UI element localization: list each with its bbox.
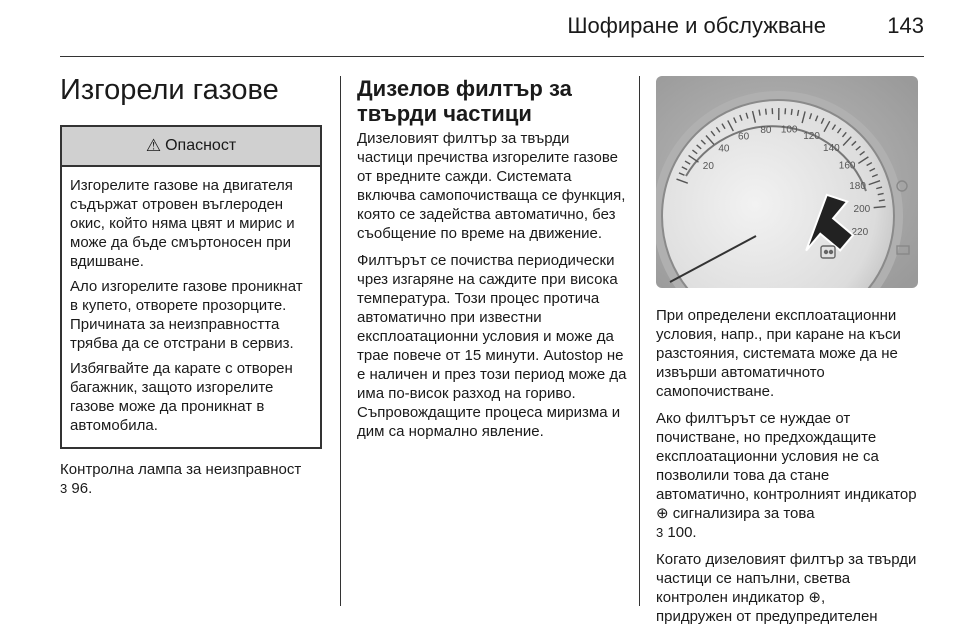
dial-tick xyxy=(766,109,767,115)
malfunction-lamp-reference xyxy=(60,460,322,498)
dial-tick xyxy=(879,200,885,201)
page-number: 143 xyxy=(887,13,924,38)
body-paragraph: Филтърът се почиства периодически чрез изгаряне на саждите при висока температура. Този процес протича автоматично при известни експлоатационни условия и може да трае повече от 15 минути. Autostop не е наличен и през този период може да има по-висок разход на гориво. Съпровождащите процеса миризма и дим са нормално явление. xyxy=(357,252,627,440)
dial-label: 40 xyxy=(718,143,730,155)
body-paragraph xyxy=(656,550,920,626)
running-title: Шофиране и обслужване xyxy=(567,13,826,38)
dial-label: 140 xyxy=(823,143,840,155)
dial-label: 200 xyxy=(853,203,871,215)
page-header xyxy=(0,0,960,58)
dial-label: 100 xyxy=(780,124,798,136)
danger-paragraph: Избягвайте да карате с отворен багажник, защото изгорелите газове може да проникнат в автомобила. xyxy=(70,360,293,434)
paragraph-text: придружен от предупредителен xyxy=(656,608,878,625)
dial-label: 120 xyxy=(803,130,820,142)
column-divider xyxy=(340,76,341,606)
dial-label: 80 xyxy=(760,124,772,136)
danger-box-body xyxy=(62,167,320,447)
cross-reference-arrow-icon: 3 xyxy=(656,525,664,540)
section-heading-dpf: Дизелов филтър за твърди частици xyxy=(357,76,572,126)
dial-label: 60 xyxy=(738,131,750,143)
reference-text: Контролна лампа за неизправност xyxy=(60,461,302,478)
section-heading-exhaust: Изгорели газове xyxy=(60,74,279,106)
filter-indicator-icon: ⊕ xyxy=(808,589,821,606)
paragraph-text: сигнализира за това xyxy=(672,505,815,522)
paragraph-text: Ако филтърът се нуждае от почистване, но предхождащите експлоатационни условия не са позволили това да стане автоматично, контролният индикатор xyxy=(656,410,917,503)
dial-label: 20 xyxy=(702,161,714,173)
column-divider xyxy=(639,76,640,606)
dial-tick xyxy=(791,109,792,115)
header-rule xyxy=(60,56,924,57)
middle-column xyxy=(357,76,627,449)
speedometer-illustration xyxy=(656,76,918,288)
dial-label: 180 xyxy=(849,181,866,193)
paragraph-text: , xyxy=(820,589,826,606)
body-paragraph: При определени експлоатационни условия, напр., при каране на къси разстояния, системата може да не извърши автоматичното самопочистване. xyxy=(656,307,901,400)
danger-title: Опасност xyxy=(165,137,237,154)
danger-box-header xyxy=(62,127,320,167)
danger-paragraph: Изгорелите газове на двигателя съдържат отровен въглероден окис, който няма цвят и мирис и може да бъде смъртоносен при вдишване. xyxy=(70,177,295,270)
danger-paragraph: Ало изгорелите газове проникнат в купето, отворете прозорците. Причината за неизправността трябва да се отстрани в сервиз. xyxy=(70,278,303,352)
warning-triangle-icon: ⚠ xyxy=(145,136,162,155)
cross-reference-arrow-icon: 3 xyxy=(60,481,68,496)
body-paragraph xyxy=(656,409,920,542)
dial-label: 220 xyxy=(851,227,869,239)
reference-page: 96. xyxy=(71,480,93,497)
danger-box xyxy=(60,125,322,449)
filter-indicator-icon: ⊕ xyxy=(656,505,669,522)
dial-label: 160 xyxy=(838,160,856,172)
reference-page: 100. xyxy=(667,524,697,541)
left-column xyxy=(60,72,322,498)
paragraph-text: Когато дизеловият филтър за твърди частици се напълни, светва контролен индикатор xyxy=(656,551,917,606)
body-paragraph: Дизеловият филтър за твърди частици пречиства изгорелите газове от вредните сажди. Системата включва самопочистваща се функция, която се задейства автоматично, без съобщение по време на движение. xyxy=(357,130,626,242)
right-column xyxy=(656,76,920,626)
